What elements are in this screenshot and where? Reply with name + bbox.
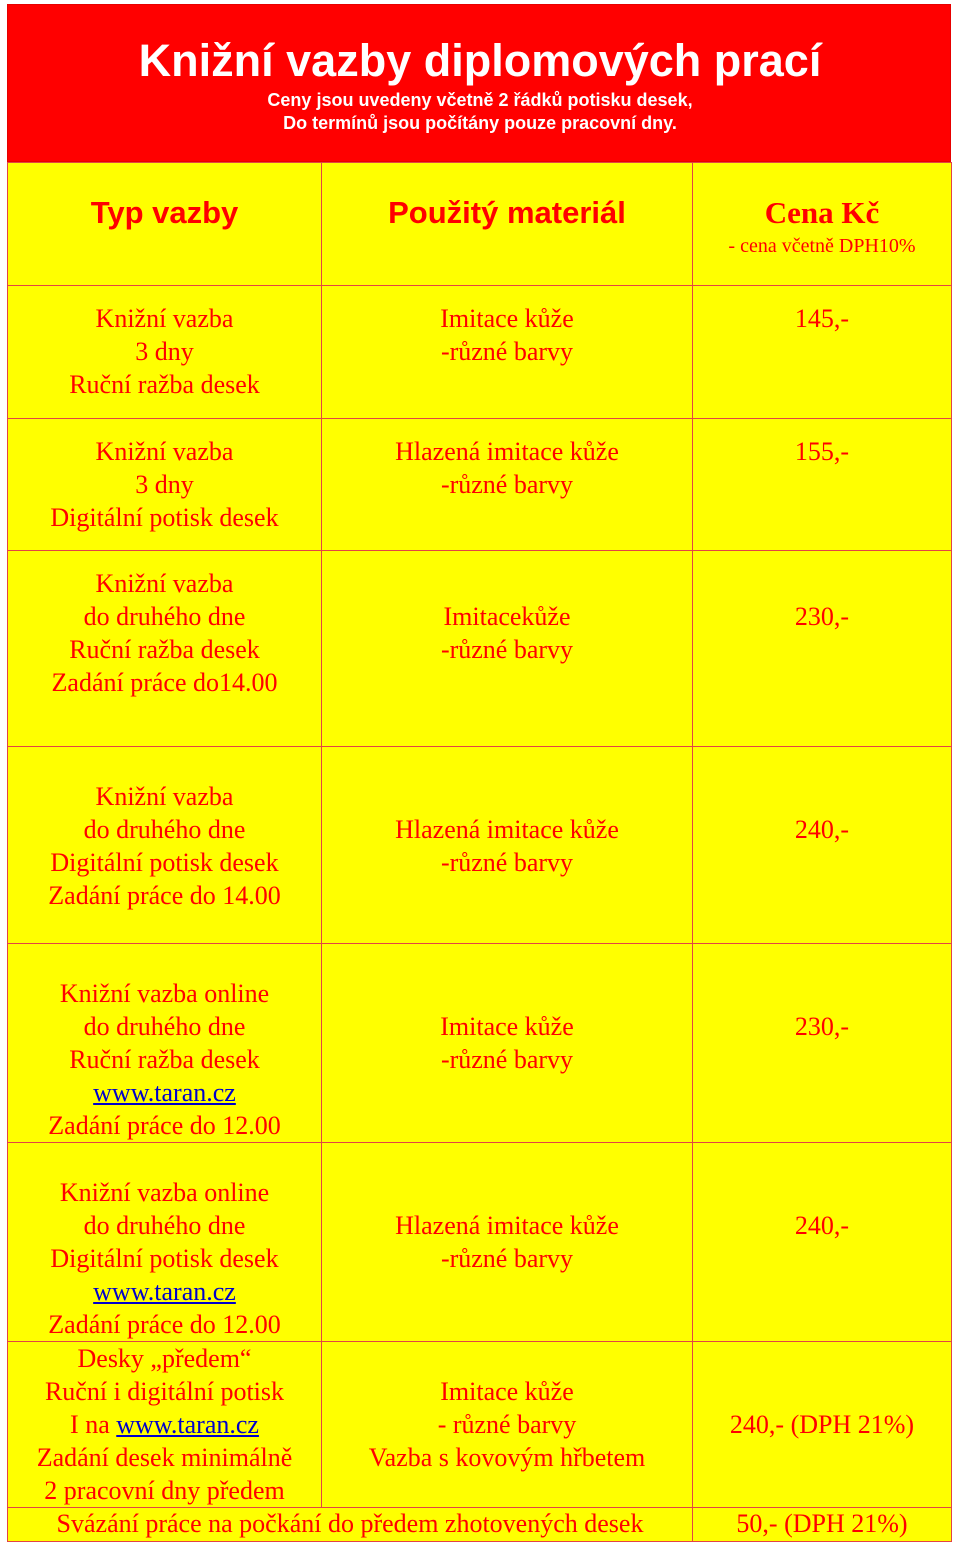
type-line: do druhého dne	[83, 602, 246, 631]
material-cell	[322, 747, 693, 944]
material-line: -různé barvy	[440, 848, 574, 877]
type-line: Digitální potisk desek	[50, 503, 279, 532]
type-line: Digitální potisk desek	[50, 848, 279, 877]
price-value: 145,-	[794, 304, 850, 333]
subtitle-line-1: Ceny jsou uvedeny včetně 2 řádků potisku desek,	[267, 90, 693, 110]
type-line: Zadání práce do 12.00	[48, 1111, 281, 1140]
footer-row	[8, 1508, 952, 1542]
table-header-row	[8, 163, 952, 286]
type-line: Desky „předem“	[77, 1344, 252, 1373]
type-cell	[8, 286, 322, 419]
material-cell	[322, 1143, 693, 1342]
type-line: Ruční i digitální potisk	[44, 1377, 285, 1406]
type-line: do druhého dne	[83, 1211, 246, 1240]
type-line: 2 pracovní dny předem	[44, 1476, 285, 1505]
type-line: Ruční ražba desek	[69, 635, 260, 664]
column-header-price: Cena Kč	[764, 195, 880, 230]
material-line: -různé barvy	[440, 1045, 574, 1074]
taran-link[interactable]: www.taran.cz	[93, 1078, 236, 1107]
price-value: 155,-	[794, 437, 850, 466]
type-cell	[8, 747, 322, 944]
table-row	[8, 944, 952, 1143]
type-line: Digitální potisk desek	[50, 1244, 279, 1273]
material-line: Hlazená imitace kůže	[395, 815, 619, 844]
material-line: Imitacekůže	[443, 602, 571, 631]
price-cell	[693, 286, 952, 419]
price-cell	[693, 419, 952, 551]
column-header-price-note: - cena včetně DPH10%	[728, 235, 916, 257]
price-cell	[693, 747, 952, 944]
type-line: Zadání práce do14.00	[51, 668, 278, 697]
header-cell-material	[322, 163, 693, 286]
type-line: do druhého dne	[83, 1012, 246, 1041]
type-line: Zadání práce do 14.00	[48, 881, 281, 910]
header-cell-type	[8, 163, 322, 286]
type-line: Knižní vazba	[95, 782, 234, 811]
footer-label-cell	[8, 1508, 693, 1542]
material-line: -různé barvy	[440, 337, 574, 366]
header-cell-price	[693, 163, 952, 286]
table-row	[8, 747, 952, 944]
material-cell	[322, 286, 693, 419]
material-line: -různé barvy	[440, 1244, 574, 1273]
price-value: 240,-	[794, 815, 850, 844]
subtitle-line-2: Do termínů jsou počítány pouze pracovní dny.	[283, 113, 677, 133]
type-line: 3 dny	[135, 337, 194, 366]
type-line: Knižní vazba	[95, 569, 234, 598]
price-cell	[693, 551, 952, 747]
price-list-page	[7, 4, 951, 1538]
table-row	[8, 1143, 952, 1342]
type-cell	[8, 1342, 322, 1508]
material-cell	[322, 551, 693, 747]
price-cell	[693, 944, 952, 1143]
material-line: -různé barvy	[440, 470, 574, 499]
type-line: Knižní vazba online	[59, 979, 270, 1008]
footer-price-cell	[693, 1508, 952, 1542]
price-table	[7, 162, 952, 1542]
material-line: -různé barvy	[440, 635, 574, 664]
type-cell	[8, 944, 322, 1143]
material-line: Imitace kůže	[440, 1012, 574, 1041]
material-line: Vazba s kovovým hřbetem	[368, 1443, 646, 1472]
price-value: 230,-	[794, 602, 850, 631]
type-line: Zadání desek minimálně	[36, 1443, 293, 1472]
table-row	[8, 551, 952, 747]
material-cell	[322, 419, 693, 551]
table-row	[8, 286, 952, 419]
type-line: Ruční ražba desek	[69, 370, 260, 399]
price-value: 240,- (DPH 21%)	[729, 1410, 915, 1439]
type-line: Knižní vazba	[95, 304, 234, 333]
price-value: 230,-	[794, 1012, 850, 1041]
type-cell	[8, 551, 322, 747]
material-cell	[322, 1342, 693, 1508]
material-line: Hlazená imitace kůže	[395, 1211, 619, 1240]
type-line: 3 dny	[135, 470, 194, 499]
taran-link[interactable]: www.taran.cz	[116, 1410, 259, 1439]
material-line: Hlazená imitace kůže	[395, 437, 619, 466]
type-line: do druhého dne	[83, 815, 246, 844]
material-cell	[322, 944, 693, 1143]
type-line: Zadání práce do 12.00	[48, 1310, 281, 1339]
type-prefix: I na	[70, 1410, 117, 1439]
table-row	[8, 1342, 952, 1508]
material-line: - různé barvy	[437, 1410, 577, 1439]
header-banner	[7, 4, 951, 162]
footer-price: 50,- (DPH 21%)	[736, 1509, 908, 1538]
table-row	[8, 419, 952, 551]
page-title: Knižní vazby diplomových prací	[138, 35, 822, 86]
taran-link[interactable]: www.taran.cz	[93, 1277, 236, 1306]
footer-label: Svázání práce na počkání do předem zhotovených desek	[56, 1509, 644, 1538]
price-value: 240,-	[794, 1211, 850, 1240]
material-line: Imitace kůže	[440, 304, 574, 333]
type-cell	[8, 419, 322, 551]
type-line: Knižní vazba online	[59, 1178, 270, 1207]
type-line: Ruční ražba desek	[69, 1045, 260, 1074]
type-cell	[8, 1143, 322, 1342]
type-line-with-link	[8, 1408, 321, 1441]
price-cell	[693, 1143, 952, 1342]
column-header-type: Typ vazby	[90, 195, 239, 230]
material-line: Imitace kůže	[440, 1377, 574, 1406]
type-line: Knižní vazba	[95, 437, 234, 466]
price-cell	[693, 1342, 952, 1508]
column-header-material: Použitý materiál	[388, 195, 626, 230]
